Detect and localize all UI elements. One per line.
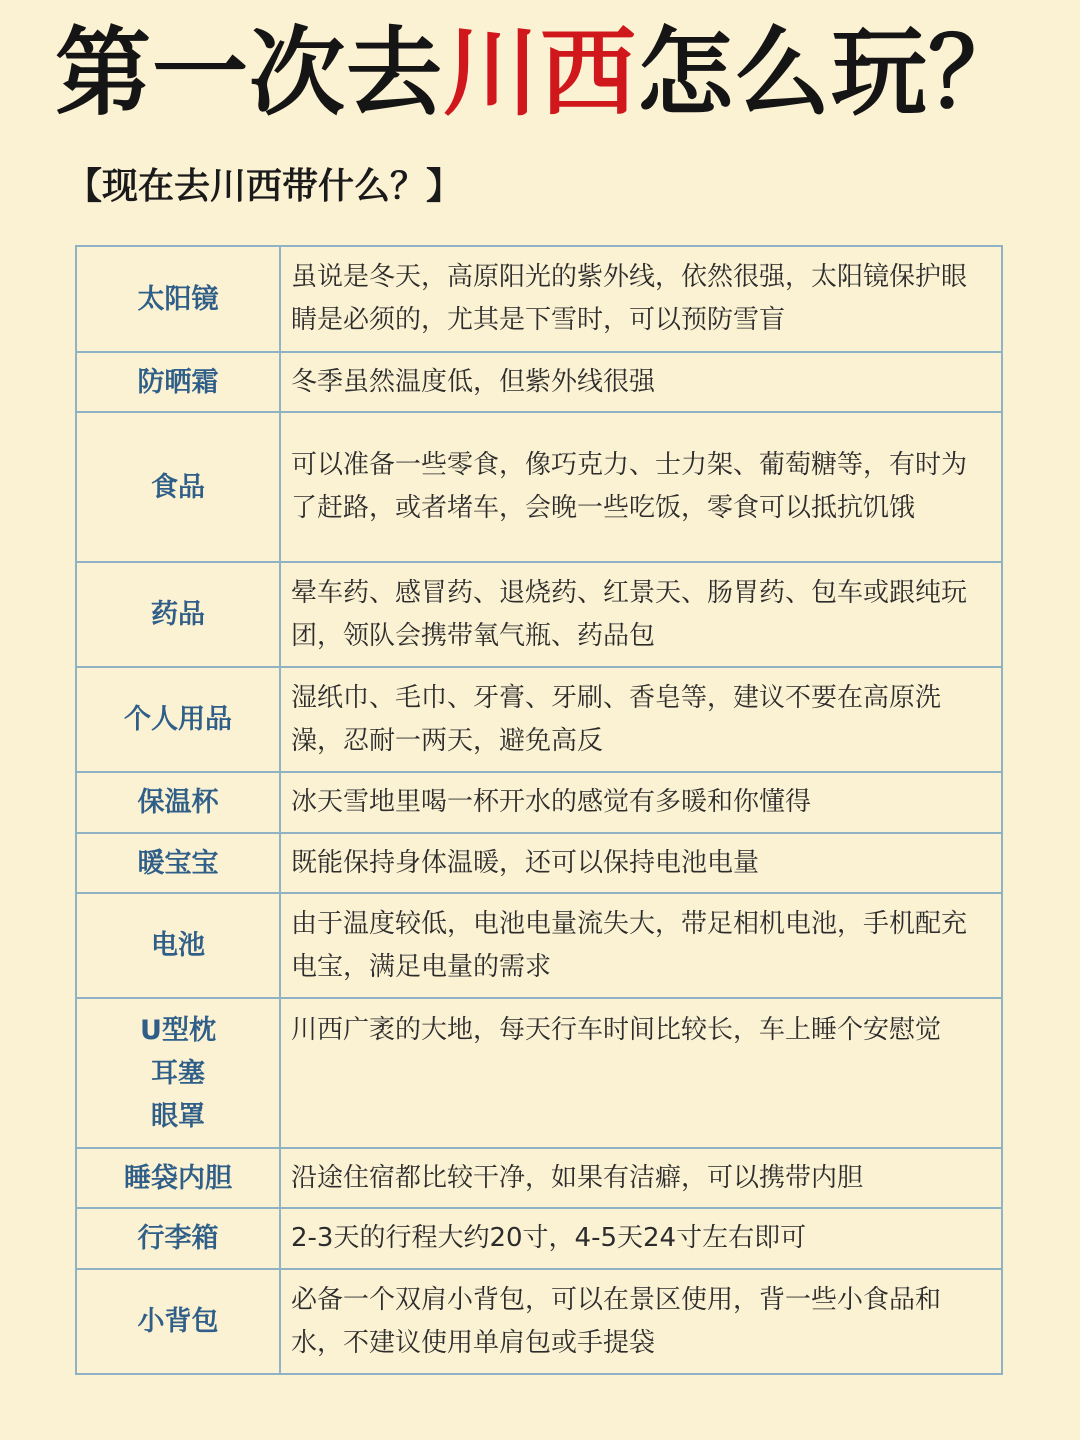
item-name: 小背包 — [137, 1306, 219, 1337]
title-suffix: 怎么玩？ — [637, 17, 1025, 129]
item-cell — [76, 246, 280, 352]
description-cell: 必备一个双肩小背包，可以在景区使用，背一些小食品和水，不建议使用单肩包或手提袋 — [280, 1269, 1002, 1374]
item-name: 太阳镜 — [137, 283, 219, 315]
item-name: 药品 — [151, 599, 205, 630]
description-cell: 冬季虽然温度低，但紫外线很强 — [280, 352, 1002, 412]
item-name: 个人用品 — [124, 704, 232, 735]
table-row — [76, 1269, 1002, 1374]
item-cell — [76, 1208, 280, 1269]
table-row — [76, 667, 1002, 772]
description-cell: 沿途住宿都比较干净，如果有洁癖，可以携带内胆 — [280, 1148, 1002, 1208]
item-name: 防晒霜 — [137, 366, 219, 398]
item-name: 保温杯 — [137, 787, 219, 818]
page-title — [0, 14, 1080, 132]
item-cell — [76, 998, 280, 1148]
item-name: 电池 — [151, 930, 205, 961]
item-name: U型枕 — [140, 1014, 216, 1046]
description-cell: 晕车药、感冒药、退烧药、红景天、肠胃药、包车或跟纯玩团，领队会携带氧气瓶、药品包 — [280, 562, 1002, 667]
item-cell — [76, 667, 280, 772]
item-cell — [76, 352, 280, 412]
table-row — [76, 1148, 1002, 1208]
table-row — [76, 833, 1002, 893]
table-row — [76, 246, 1002, 352]
item-cell — [76, 1269, 280, 1374]
title-accent: 川西 — [443, 17, 637, 129]
description-cell: 湿纸巾、毛巾、牙膏、牙刷、香皂等，建议不要在高原洗澡，忍耐一两天，避免高反 — [280, 667, 1002, 772]
table-row — [76, 562, 1002, 667]
packing-table — [75, 245, 1003, 1375]
description-cell: 可以准备一些零食，像巧克力、士力架、葡萄糖等，有时为了赶路，或者堵车，会晚一些吃饭，零食可以抵抗饥饿 — [280, 412, 1002, 562]
section-heading: 【现在去川西带什么？】 — [66, 166, 463, 207]
description-cell: 2-3天的行程大约20寸，4-5天24寸左右即可 — [280, 1208, 1002, 1269]
description-cell: 既能保持身体温暖，还可以保持电池电量 — [280, 833, 1002, 893]
item-name: 暖宝宝 — [137, 847, 219, 879]
table-row — [76, 893, 1002, 998]
description-cell: 由于温度较低，电池电量流失大，带足相机电池，手机配充电宝，满足电量的需求 — [280, 893, 1002, 998]
item-cell — [76, 893, 280, 998]
item-name: 睡袋内胆 — [124, 1162, 232, 1194]
title-prefix: 第一次去 — [55, 17, 443, 129]
item-name: 行李箱 — [137, 1223, 219, 1254]
item-cell — [76, 1148, 280, 1208]
item-cell — [76, 772, 280, 833]
description-cell: 虽说是冬天，高原阳光的紫外线，依然很强，太阳镜保护眼睛是必须的，尤其是下雪时，可以预防雪盲 — [280, 246, 1002, 352]
table-row — [76, 412, 1002, 562]
table-row — [76, 1208, 1002, 1269]
description-cell: 川西广袤的大地，每天行车时间比较长，车上睡个安慰觉 — [280, 998, 1002, 1148]
item-cell — [76, 412, 280, 562]
item-cell — [76, 833, 280, 893]
table-row — [76, 772, 1002, 833]
item-name: 食品 — [151, 471, 205, 503]
table-row — [76, 998, 1002, 1148]
item-name: 耳塞 — [151, 1057, 205, 1089]
table-row — [76, 352, 1002, 412]
item-cell — [76, 562, 280, 667]
item-name: 眼罩 — [151, 1100, 205, 1132]
description-cell: 冰天雪地里喝一杯开水的感觉有多暖和你懂得 — [280, 772, 1002, 833]
